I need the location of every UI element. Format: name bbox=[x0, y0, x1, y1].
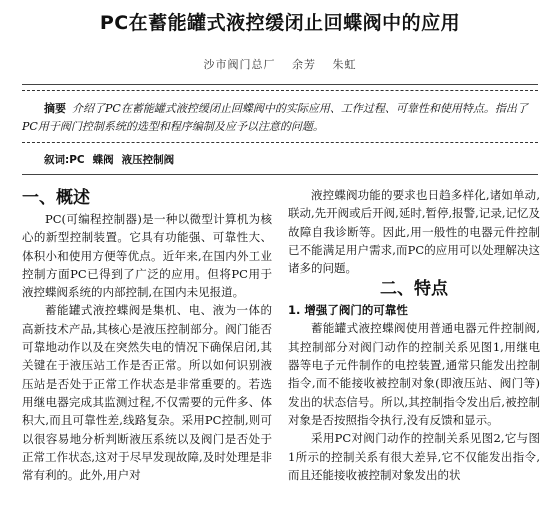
author-affiliation: 沙市阀门总厂 bbox=[203, 58, 276, 71]
right-column bbox=[288, 186, 540, 484]
author-line bbox=[0, 56, 560, 72]
left-column bbox=[22, 186, 272, 484]
abstract-label: 摘要 bbox=[44, 102, 66, 115]
section-heading: 一、概述 bbox=[22, 188, 90, 208]
section-heading: 二、特点 bbox=[380, 279, 448, 300]
subsection-heading: 1. 增强了阀门的可靠性 bbox=[288, 303, 408, 318]
keywords-label: 叙词: bbox=[44, 154, 70, 166]
paragraph: 蓄能罐式液控蝶阀是集机、电、液为一体的高新技术产品,其核心是液压控制部分。阀门能否可靠地动作以及在突然失电的情况下确保启闭,其关键在于液压站工作是否正常。所以如何识别液压站是否处于正常工作状态是非常重要的。若选用继电器完成其监测过程,不仅需要的元件多、体积大,而且可靠性差,线路复杂。采用PC控制,则可以很容易地分析判断液压系统以及阀门是否处于正常工作状态,这对于尽早发现故障,及时处理是非常有利的。此外,用户对 bbox=[22, 303, 272, 483]
keyword: 蝶阀 bbox=[92, 154, 114, 166]
abstract bbox=[22, 100, 538, 136]
header-rule bbox=[22, 84, 538, 85]
keywords-rule bbox=[22, 174, 538, 175]
paragraph: 蓄能罐式液控蝶阀使用普通电器元件控制阀,其控制部分对阀门动作的控制关系见图1,用继电器等电子元件制作的电控装置,通常只能发出控制指令,而不能接收被控制对象(即液压站、阀门等)发出的状态信号。所以,其控制指令发出后,被控制对象是否按照指令执行,没有反馈和显示。 bbox=[288, 321, 540, 427]
abstract-rule bbox=[22, 142, 538, 143]
abstract-text: 介绍了PC在蓄能罐式液控缓闭止回蝶阀中的实际应用、工作过程、可靠性和使用特点。指出了PC用于阀门控制系统的选型和程序编制及应予以注意的问题。 bbox=[22, 102, 528, 133]
keywords bbox=[44, 152, 182, 167]
keyword: PC bbox=[69, 154, 85, 166]
keyword: 液压控制阀 bbox=[121, 154, 175, 166]
author-name: 余芳 bbox=[292, 58, 316, 71]
paragraph: PC(可编程控制器)是一种以微型计算机为核心的新型控制装置。它具有功能强、可靠性大、体积小和使用方便等优点。近年来,在国内外工业控制方面PC已得到了广泛的应用。但将PC用于液控蝶阀系统的内部控制,在国内未见报道。 bbox=[22, 212, 272, 300]
paragraph: 采用PC对阀门动作的控制关系见图2,它与图1所示的控制关系有很大差异,它不仅能发出指令,而且还能接收被控制对象发出的状 bbox=[288, 431, 540, 482]
paper-title: PC在蓄能罐式液控缓闭止回蝶阀中的应用 bbox=[99, 12, 461, 34]
header-rule-dashed bbox=[22, 90, 538, 91]
author-name: 朱虹 bbox=[332, 58, 357, 71]
paragraph: 液控蝶阀功能的要求也日趋多样化,诸如单动,联动,先开阀或后开阀,延时,暂停,报警,记录,记忆及故障自我诊断等。因此,用一般性的电器元件控制已不能满足用户需求,而PC的应用可以处理解决这诸多的问题。 bbox=[288, 188, 540, 276]
